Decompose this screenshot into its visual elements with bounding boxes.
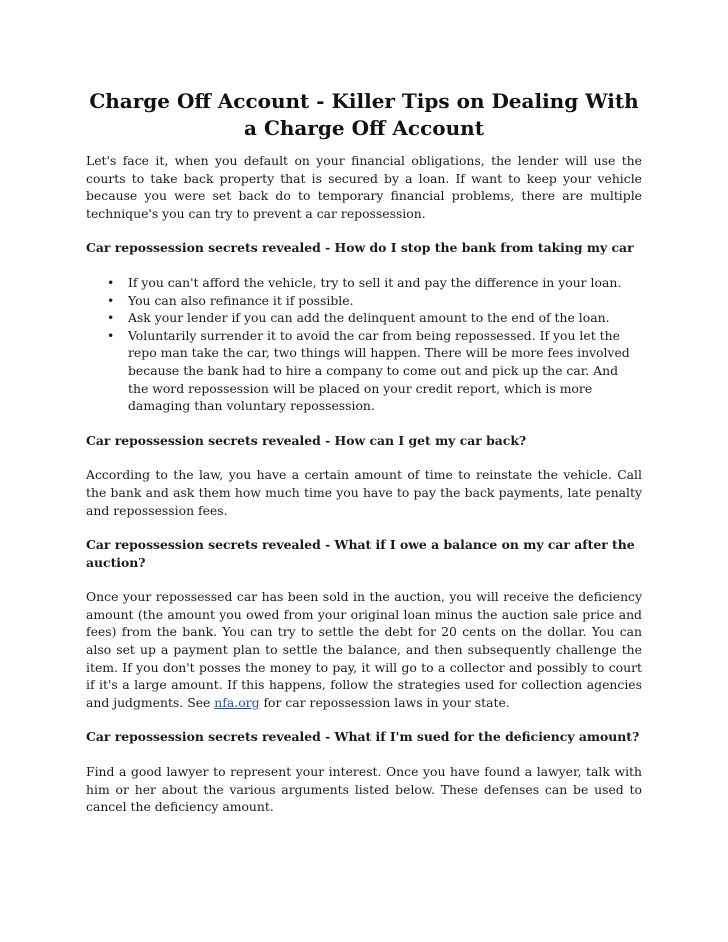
nfa-link[interactable]: nfa.org — [214, 694, 260, 710]
section-heading-sued-deficiency: Car repossession secrets revealed - What if I'm sued for the deficiency amount? — [86, 729, 640, 745]
list-item-text: You can also refinance it if possible. — [128, 292, 354, 308]
section-paragraph-owe-balance — [86, 588, 642, 711]
bullet-icon: • — [107, 292, 115, 308]
paragraph-text-after-link: for car repossession laws in your state. — [259, 694, 510, 710]
bullet-icon: • — [107, 310, 115, 326]
section-heading-get-car-back: Car repossession secrets revealed - How can I get my car back? — [86, 432, 527, 448]
list-item — [107, 327, 642, 415]
document-title: Charge Off Account - Killer Tips on Dealing With a Charge Off Account — [89, 89, 639, 140]
bullet-icon: • — [107, 274, 115, 290]
section-paragraph-sued-deficiency: Find a good lawyer to represent your interest. Once you have found a lawyer, talk with him or her about the various arguments listed below. These defenses can be used to cancel the deficiency amount. — [86, 764, 642, 815]
paragraph-text-before-link: Once your repossessed car has been sold in the auction, you will receive the deficiency amount (the amount you owed from your original loan minus the auction sale price and fees) from the bank. You can try to settle the debt for 20 cents on the dollar. You can also set up a payment plan to settle the balance, and then subsequently challenge the item. If you don't posses the money to pay, it will go to a collector and possibly to court if it's a large amount. If this happens, follow the strategies used for collection agencies and judgments. See — [86, 589, 642, 710]
list-item-text: Voluntarily surrender it to avoid the car from being repossessed. If you let the repo man take the car, two things will happen. There will be more fees involved because the bank had to hire a company to come out and pick up the car. And the word repossession will be placed on your credit report, which is more damaging than voluntary repossession. — [128, 327, 630, 414]
list-item-text: Ask your lender if you can add the delinquent amount to the end of the loan. — [128, 310, 610, 326]
intro-paragraph: Let's face it, when you default on your financial obligations, the lender will use the courts to take back property that is secured by a loan. If want to keep your vehicle because you were set back do to temporary financial problems, there are multiple technique's you can try to prevent a car repossession. — [86, 153, 642, 221]
section-heading-owe-balance: Car repossession secrets revealed - What if I owe a balance on my car after the auction? — [86, 537, 635, 570]
section-heading-stop-bank: Car repossession secrets revealed - How do I stop the bank from taking my car — [86, 240, 634, 256]
tips-list — [86, 274, 642, 415]
document-page — [86, 88, 642, 833]
bullet-icon: • — [107, 327, 115, 343]
list-item — [107, 274, 642, 292]
section-paragraph-get-car-back: According to the law, you have a certain amount of time to reinstate the vehicle. Call the bank and ask them how much time you have to pay the back payments, late penalty and repossession fees. — [86, 467, 642, 518]
list-item — [107, 292, 642, 310]
list-item — [107, 309, 642, 327]
list-item-text: If you can't afford the vehicle, try to sell it and pay the difference in your loan. — [128, 274, 622, 290]
